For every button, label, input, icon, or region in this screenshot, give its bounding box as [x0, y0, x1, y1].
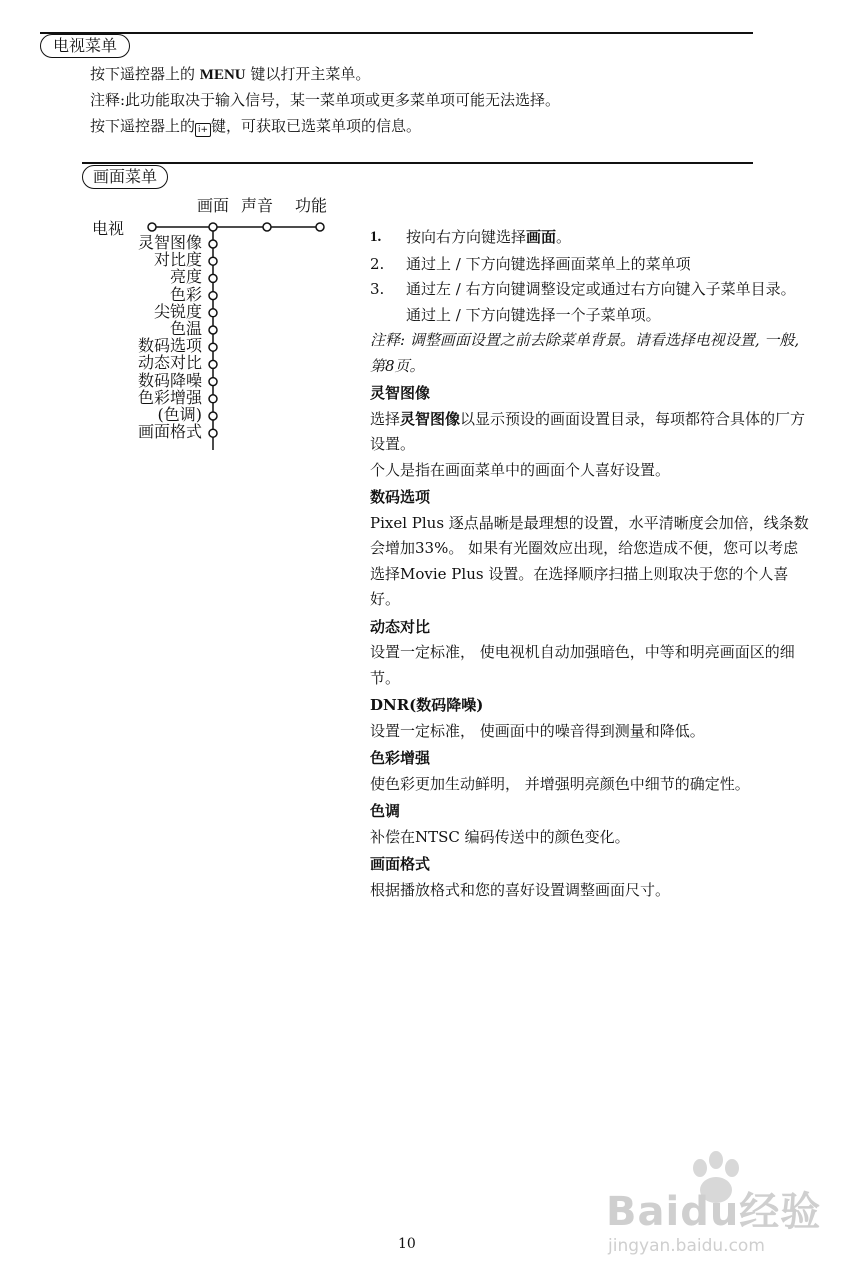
- heading-color-enhance: 色彩增强: [370, 749, 431, 767]
- menu-sub-node: [209, 378, 217, 386]
- menu-sub-node: [209, 412, 217, 420]
- section1-title: 电视菜单: [40, 34, 130, 58]
- heading-digital-options: 数码选项: [370, 488, 431, 506]
- menu-tv-label: 电视: [92, 219, 125, 238]
- menu-sub-node: [209, 240, 217, 248]
- menu-top-sound: 声音: [241, 196, 274, 215]
- menu-node-function: [316, 223, 324, 231]
- menu-sub-node: [209, 343, 217, 351]
- menu-sub-item: 画面格式: [137, 422, 202, 442]
- menu-sub-item: 数码选项: [137, 336, 202, 356]
- baidu-watermark: [600, 1150, 840, 1265]
- step-2: 2. 通过上 / 下方向键选择画面菜单上的菜单项: [370, 254, 691, 273]
- menu-sub-node: [209, 360, 217, 368]
- menu-sub-node: [209, 292, 217, 300]
- menu-sub-item: 灵智图像: [137, 233, 202, 252]
- menu-node-sound: [263, 223, 271, 231]
- menu-top-function: 功能: [295, 196, 328, 215]
- picture-menu-instructions: [370, 225, 810, 903]
- menu-sub-item: 动态对比: [137, 353, 202, 373]
- menu-sub-node: [209, 326, 217, 334]
- section2-title: 画面菜单: [82, 165, 168, 189]
- heading-dnr: DNR(数码降噪): [370, 696, 484, 714]
- menu-sub-item: 尖锐度: [153, 301, 202, 321]
- page-number: 10: [398, 1236, 416, 1252]
- menu-sub-item: 色彩: [169, 284, 202, 304]
- info-button-icon: i+: [195, 123, 211, 137]
- heading-picture-format: 画面格式: [370, 855, 431, 873]
- menu-sub-node: [209, 395, 217, 403]
- text-personal: 个人是指在画面菜单中的画面个人喜好设置。: [370, 460, 671, 479]
- menu-sub-node: [209, 274, 217, 282]
- watermark-url: jingyan.baidu.com: [608, 1236, 765, 1256]
- section1-line3: 按下遥控器上的 i+ 键，可获取已选菜单项的信息。: [90, 117, 422, 135]
- text-hue: 补偿在NTSC 编码传送中的颜色变化。: [370, 827, 630, 846]
- heading-hue: 色调: [370, 802, 401, 820]
- menu-sub-item: 色温: [169, 319, 202, 338]
- watermark-brand: Baidu经验: [606, 1189, 822, 1235]
- heading-smart-picture: 灵智图像: [370, 384, 431, 402]
- menu-sub-item: 对比度: [153, 250, 202, 270]
- text-smart-picture: 选择灵智图像以显示预设的画面设置目录，每项都符合具体的厂方设置。: [370, 409, 806, 453]
- text-color-enhance: 使色彩更加生动鲜明， 并增强明亮颜色中细节的确定性。: [370, 774, 750, 793]
- menu-tree: [0, 0, 360, 470]
- text-picture-format: 根据播放格式和您的喜好设置调整画面尺寸。: [370, 880, 671, 899]
- menu-node-tv: [148, 223, 156, 231]
- step-1: 1. 按向右方向键选择画面。: [370, 228, 572, 246]
- step-3: 3. 通过左 / 右方向键调整设定或通过右方向键入子菜单目录。通过上 / 下方向键选择一个子菜单项。: [370, 280, 796, 324]
- menu-sub-node: [209, 257, 217, 265]
- text-dnr: 设置一定标准， 使画面中的噪音得到测量和降低。: [370, 721, 705, 740]
- menu-sub-item: 数码降噪: [137, 370, 202, 390]
- section1-line2: 注释:此功能取决于输入信号，某一菜单项或更多菜单项可能无法选择。: [90, 91, 561, 109]
- text-digital-options: Pixel Plus 逐点晶晰是最理想的设置，水平清晰度会加倍，线条数会增加33%。 如果有光圈效应出现，给您造成不便，您可以考虑选择Movie Plus 设置。在选择顺序扫描上则取决于您的个人喜好。: [370, 513, 809, 608]
- menu-sub-item: 亮度: [169, 267, 202, 287]
- menu-sub-node: [209, 309, 217, 317]
- heading-dynamic-contrast: 动态对比: [370, 617, 431, 636]
- note-text: 注释: 调整画面设置之前去除菜单背景。请看选择电视设置, 一般, 第8页。: [370, 331, 800, 375]
- text-dynamic-contrast: 设置一定标准， 使电视机自动加强暗色，中等和明亮画面区的细节。: [370, 643, 795, 687]
- menu-sub-node: [209, 429, 217, 437]
- menu-node-picture: [209, 223, 217, 231]
- menu-sub-item: (色调): [157, 405, 202, 424]
- menu-top-picture: 画面: [197, 196, 230, 215]
- section1-line1: 按下遥控器上的 MENU 键以打开主菜单。: [90, 65, 371, 83]
- menu-sub-item: 色彩增强: [137, 387, 202, 407]
